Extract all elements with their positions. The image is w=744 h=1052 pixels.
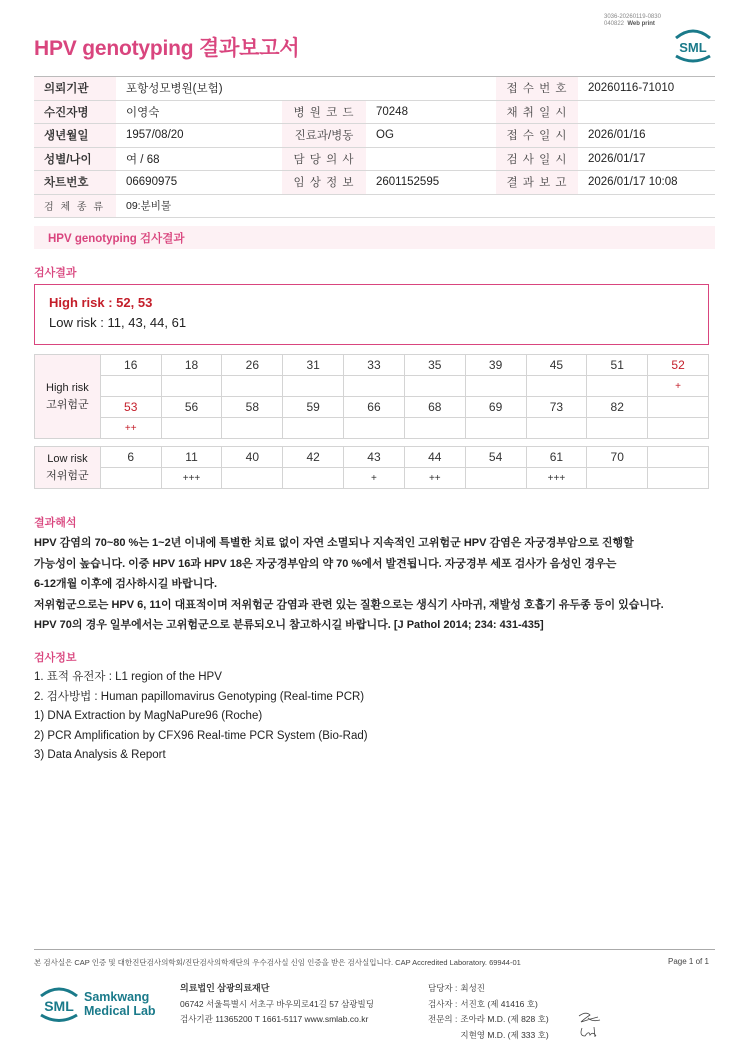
- group-label-en: High risk: [46, 381, 89, 394]
- method-heading: 검사정보: [34, 652, 77, 664]
- result-cell: +: [344, 468, 405, 489]
- result-cell: [283, 376, 344, 397]
- test-date-value: 2026/01/17: [578, 147, 715, 171]
- genotype-cell: 61: [526, 447, 587, 468]
- result-cell: +++: [526, 468, 587, 489]
- genotype-cell: 70: [587, 447, 648, 468]
- footer-divider: [34, 949, 715, 950]
- department-value: OG: [366, 124, 496, 148]
- hospital-code-value: 70248: [366, 100, 496, 124]
- chart-number-label: 차트번호: [34, 171, 116, 195]
- genotype-cell-positive: 52: [648, 355, 709, 376]
- requester-value: 포항성모병원(보험): [116, 77, 496, 101]
- page-title: HPV genotyping 결과보고서: [34, 37, 300, 60]
- print-code-line: 3036-20260119-0830: [604, 14, 661, 20]
- genotype-cell: 58: [222, 397, 283, 418]
- org-name: 의료법인 삼광의료재단: [180, 983, 270, 993]
- report-date-value: 2026/01/17 10:08: [578, 171, 715, 195]
- staff-name: 지현영 M.D. (제 333 호): [460, 1029, 549, 1040]
- lab-name-logo: [84, 990, 156, 1018]
- sml-logo-icon: [670, 24, 716, 64]
- group-label-ko: 고위험군: [46, 398, 89, 411]
- staff-name: 조아라 M.D. (제 828 호): [460, 1014, 549, 1024]
- signature-icon: [576, 1024, 604, 1040]
- interpretation-line: 저위험군으로는 HPV 6, 11이 대표적이며 저위험군 감염과 관련 있는 질환으로는 생식기 사마귀, 재발성 호흡기 유두종 등이 있습니다.: [34, 598, 664, 611]
- interpretation-text: [34, 533, 714, 636]
- patient-info-table: [34, 76, 715, 218]
- staff-name: 최성진: [460, 983, 486, 993]
- specimen-type-value: 09:분비물: [116, 194, 715, 218]
- info-row: [34, 147, 715, 171]
- accreditation-note: 본 검사실은 CAP 인증 및 대한진단검사의학회/진단검사의학재단의 우수검사실 신임 인증을 받은 검사실입니다. CAP Accredited Laboratory. 69944-01: [34, 958, 521, 967]
- info-row: [34, 194, 715, 218]
- genotype-cell: 82: [587, 397, 648, 418]
- interpretation-heading: 결과해석: [34, 517, 77, 529]
- sml-logo-icon: [36, 982, 82, 1024]
- birthdate-value: 1957/08/20: [116, 124, 282, 148]
- genotype-cell: [648, 397, 709, 418]
- physician-label: 담 당 의 사: [282, 147, 366, 171]
- result-cell: [648, 418, 709, 439]
- method-line: 1) DNA Extraction by MagNaPure96 (Roche): [34, 710, 263, 722]
- result-cell: [587, 418, 648, 439]
- department-label: 진료과/병동: [282, 124, 366, 148]
- accession-value: 20260116-71010: [578, 77, 715, 101]
- staff-role: 담당자 :: [428, 983, 458, 993]
- physician-value: [366, 147, 496, 171]
- high-risk-group-label: [35, 355, 101, 439]
- section-title: HPV genotyping 검사결과: [34, 226, 715, 249]
- interpretation-line: HPV 70의 경우 일부에서는 고위험군으로 분류되오니 참고하시길 바랍니다. [J Pathol 2014; 234: 431-435]: [34, 619, 544, 631]
- result-cell: [222, 418, 283, 439]
- patient-name-value: 이영숙: [116, 100, 282, 124]
- group-label-ko: 저위험군: [46, 469, 89, 482]
- genotype-cell: 56: [161, 397, 222, 418]
- genotype-cell: 39: [465, 355, 526, 376]
- collection-date-value: [578, 100, 715, 124]
- genotype-cell: 68: [404, 397, 465, 418]
- high-risk-summary: High risk : 52, 53: [49, 295, 153, 310]
- logo-text: SML: [44, 998, 74, 1014]
- result-cell: [161, 418, 222, 439]
- genotype-cell: 33: [344, 355, 405, 376]
- genotype-cell-positive: 53: [100, 397, 161, 418]
- specimen-type-label: 검 체 종 류: [34, 194, 116, 218]
- method-line: 1. 표적 유전자 : L1 region of the HPV: [34, 671, 222, 683]
- page-number: Page 1 of 1: [668, 957, 709, 966]
- genotype-cell: 26: [222, 355, 283, 376]
- result-cell: ++: [404, 468, 465, 489]
- result-cell: [648, 468, 709, 489]
- genotype-cell: [648, 447, 709, 468]
- staff-role: 검사자 :: [428, 998, 458, 1009]
- patient-name-label: 수진자명: [34, 100, 116, 124]
- logo-text: SML: [679, 40, 707, 55]
- genotype-cell: 73: [526, 397, 587, 418]
- genotype-cell: 16: [100, 355, 161, 376]
- print-code: [604, 14, 661, 28]
- report-date-label: 결 과 보 고: [496, 171, 578, 195]
- result-cell: [526, 376, 587, 397]
- genotype-cell: 31: [283, 355, 344, 376]
- method-line: 2. 검사방법 : Human papillomavirus Genotyping (Real-time PCR): [34, 690, 365, 703]
- genotype-cell: 66: [344, 397, 405, 418]
- birthdate-label: 생년월일: [34, 124, 116, 148]
- clinical-info-label: 임 상 정 보: [282, 171, 366, 195]
- web-print-label: Web print: [627, 21, 655, 27]
- result-cell: [100, 376, 161, 397]
- genotype-cell: 18: [161, 355, 222, 376]
- clinical-info-value: 2601152595: [366, 171, 496, 195]
- chart-number-value: 06690975: [116, 171, 282, 195]
- result-cell: [587, 376, 648, 397]
- result-cell: [283, 418, 344, 439]
- test-date-label: 검 사 일 시: [496, 147, 578, 171]
- accession-label: 접 수 번 호: [496, 77, 578, 101]
- genotype-cell: 44: [404, 447, 465, 468]
- genotype-cell: 51: [587, 355, 648, 376]
- staff-role: 전문의 :: [428, 1014, 458, 1024]
- genotype-cell: 43: [344, 447, 405, 468]
- result-cell: [161, 376, 222, 397]
- result-cell: [404, 418, 465, 439]
- result-cell: [465, 468, 526, 489]
- genotype-cell: 11: [161, 447, 222, 468]
- result-cell: [526, 418, 587, 439]
- org-address: 06742 서울특별시 서초구 바우뫼로41길 57 삼광빌딩: [180, 998, 374, 1009]
- genotype-cell: 45: [526, 355, 587, 376]
- received-date-value: 2026/01/16: [578, 124, 715, 148]
- interpretation-line: 가능성이 높습니다. 이중 HPV 16과 HPV 18은 자궁경부암의 약 70 %에서 발견됩니다. 자궁경부 세포 검사가 음성인 경우는: [34, 557, 617, 570]
- sex-age-value: 여 / 68: [116, 147, 282, 171]
- hospital-code-label: 병 원 코 드: [282, 100, 366, 124]
- info-row: [34, 171, 715, 195]
- method-line: 3) Data Analysis & Report: [34, 749, 166, 761]
- result-cell: [100, 468, 161, 489]
- info-row: [34, 124, 715, 148]
- lab-name-line: Medical Lab: [84, 1004, 156, 1018]
- high-risk-genotype-table: [34, 354, 709, 439]
- info-row: [34, 100, 715, 124]
- low-risk-group-label: [35, 447, 101, 489]
- genotype-cell: 6: [100, 447, 161, 468]
- result-cell: [465, 376, 526, 397]
- group-label-en: Low risk: [47, 452, 88, 465]
- result-cell: [465, 418, 526, 439]
- org-contact: 검사기관 11365200 T 1661-5117 www.smlab.co.kr: [180, 1014, 369, 1024]
- method-line: 2) PCR Amplification by CFX96 Real-time PCR System (Bio-Rad): [34, 729, 368, 742]
- received-date-label: 접 수 일 시: [496, 124, 578, 148]
- organization-info: [180, 981, 374, 1028]
- result-cell: [587, 468, 648, 489]
- result-cell: [222, 468, 283, 489]
- print-code-line: 040822: [604, 21, 625, 27]
- result-cell: [222, 376, 283, 397]
- result-cell: [404, 376, 465, 397]
- low-risk-genotype-table: [34, 446, 709, 489]
- staff-info: [428, 981, 549, 1043]
- genotype-cell: 69: [465, 397, 526, 418]
- method-text: [34, 668, 368, 766]
- result-summary: [34, 284, 709, 345]
- genotype-cell: 40: [222, 447, 283, 468]
- result-cell-positive: ++: [100, 418, 161, 439]
- interpretation-line: HPV 감염의 70~80 %는 1~2년 이내에 특별한 치료 없이 자연 소멸되나 지속적인 고위험군 HPV 감염은 자궁경부암으로 진행할: [34, 537, 634, 549]
- low-risk-summary: Low risk : 11, 43, 44, 61: [49, 315, 187, 330]
- interpretation-line: 6-12개월 이후에 검사하시길 바랍니다.: [34, 578, 218, 590]
- info-row: [34, 77, 715, 101]
- genotype-cell: 35: [404, 355, 465, 376]
- result-heading: 검사결과: [34, 267, 77, 279]
- genotype-cell: 42: [283, 447, 344, 468]
- genotype-cell: 54: [465, 447, 526, 468]
- result-cell: +++: [161, 468, 222, 489]
- sex-age-label: 성별/나이: [34, 147, 116, 171]
- result-cell: [344, 418, 405, 439]
- collection-date-label: 채 취 일 시: [496, 100, 578, 124]
- result-cell-positive: +: [648, 376, 709, 397]
- lab-name-line: Samkwang: [84, 990, 150, 1004]
- requester-label: 의뢰기관: [34, 77, 116, 101]
- staff-name: 서진호 (제 41416 호): [460, 998, 538, 1009]
- genotype-cell: 59: [283, 397, 344, 418]
- result-cell: [344, 376, 405, 397]
- result-cell: [283, 468, 344, 489]
